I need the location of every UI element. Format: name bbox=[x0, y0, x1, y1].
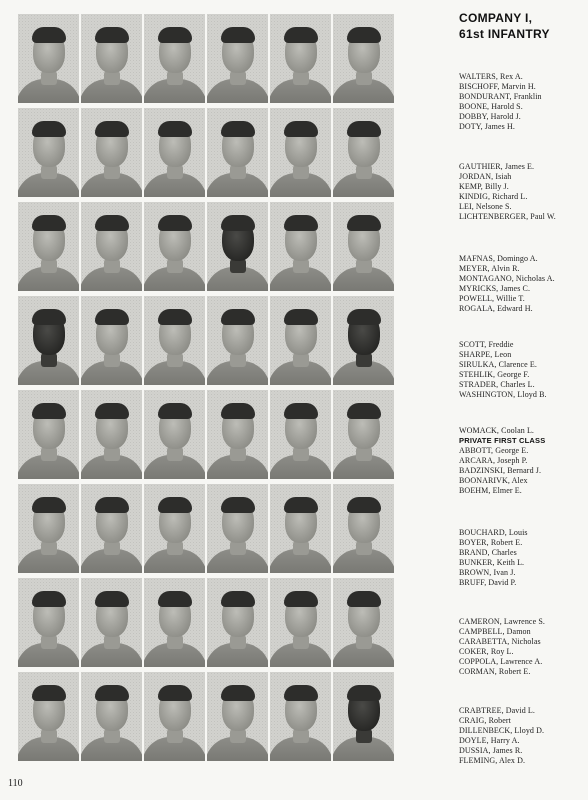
roster-name: BUNKER, Keith L. bbox=[459, 558, 525, 567]
roster-name: POWELL, Willie T. bbox=[459, 294, 525, 303]
name-group-row-4 bbox=[459, 340, 587, 400]
portrait-hair bbox=[158, 309, 192, 325]
soldier-portrait bbox=[333, 14, 394, 103]
roster-name: BOONARIVK, Alex bbox=[459, 476, 528, 485]
soldier-portrait bbox=[270, 390, 331, 479]
portrait-hair bbox=[158, 497, 192, 513]
portrait-hair bbox=[284, 403, 318, 419]
portrait-hair bbox=[284, 309, 318, 325]
portrait-neck bbox=[356, 729, 372, 743]
portrait-hair bbox=[347, 403, 381, 419]
soldier-portrait bbox=[144, 484, 205, 573]
soldier-portrait bbox=[333, 202, 394, 291]
portrait-neck bbox=[293, 635, 309, 649]
roster-name: MEYER, Alvin R. bbox=[459, 264, 520, 273]
portrait-neck bbox=[230, 635, 246, 649]
portrait-neck bbox=[167, 447, 183, 461]
roster-name: ARCARA, Joseph P. bbox=[459, 456, 528, 465]
soldier-portrait bbox=[81, 14, 142, 103]
portrait-hair bbox=[221, 497, 255, 513]
soldier-portrait bbox=[270, 578, 331, 667]
portrait-hair bbox=[284, 121, 318, 137]
soldier-portrait bbox=[270, 484, 331, 573]
soldier-portrait bbox=[333, 672, 394, 761]
name-group-row-8 bbox=[459, 706, 587, 766]
name-group-row-1 bbox=[459, 72, 587, 132]
roster-name: ABBOTT, George E. bbox=[459, 446, 529, 455]
portrait-hair bbox=[32, 591, 66, 607]
portrait-neck bbox=[293, 259, 309, 273]
soldier-portrait bbox=[144, 672, 205, 761]
soldier-portrait bbox=[81, 390, 142, 479]
soldier-portrait bbox=[81, 672, 142, 761]
page-number: 110 bbox=[8, 778, 23, 789]
soldier-portrait bbox=[207, 578, 268, 667]
portrait-neck bbox=[104, 259, 120, 273]
soldier-portrait bbox=[270, 14, 331, 103]
portrait-neck bbox=[293, 541, 309, 555]
soldier-portrait bbox=[270, 296, 331, 385]
portrait-neck bbox=[167, 353, 183, 367]
roster-name: BROWN, Ivan J. bbox=[459, 568, 516, 577]
soldier-portrait bbox=[270, 202, 331, 291]
name-group-row-3 bbox=[459, 254, 587, 314]
portrait-neck bbox=[41, 71, 57, 85]
portrait-neck bbox=[230, 541, 246, 555]
portrait-hair bbox=[347, 497, 381, 513]
soldier-portrait bbox=[207, 202, 268, 291]
portrait-hair bbox=[347, 121, 381, 137]
portrait-hair bbox=[158, 591, 192, 607]
portrait-neck bbox=[293, 353, 309, 367]
name-group-row-7 bbox=[459, 617, 587, 677]
portrait-neck bbox=[167, 729, 183, 743]
roster-name: STRADER, Charles L. bbox=[459, 380, 535, 389]
portrait-neck bbox=[230, 71, 246, 85]
portrait-hair bbox=[95, 309, 129, 325]
roster-name: COPPOLA, Lawrence A. bbox=[459, 657, 543, 666]
portrait-neck bbox=[230, 259, 246, 273]
portrait-hair bbox=[32, 497, 66, 513]
name-group-row-6 bbox=[459, 528, 587, 588]
roster-name: BOYER, Robert E. bbox=[459, 538, 523, 547]
soldier-portrait bbox=[270, 108, 331, 197]
roster-name: BOONE, Harold S. bbox=[459, 102, 523, 111]
portrait-neck bbox=[41, 447, 57, 461]
soldier-portrait bbox=[144, 14, 205, 103]
roster-column bbox=[459, 10, 585, 765]
portrait-hair bbox=[158, 121, 192, 137]
soldier-portrait bbox=[333, 296, 394, 385]
portrait-hair bbox=[32, 215, 66, 231]
roster-name: DILLENBECK, Lloyd D. bbox=[459, 726, 545, 735]
roster-name: DOTY, James H. bbox=[459, 122, 515, 131]
portrait-neck bbox=[356, 635, 372, 649]
soldier-portrait bbox=[18, 202, 79, 291]
portrait-neck bbox=[356, 447, 372, 461]
roster-name: JORDAN, Isiah bbox=[459, 172, 512, 181]
portrait-hair bbox=[221, 121, 255, 137]
portrait-neck bbox=[356, 353, 372, 367]
roster-name: CORMAN, Robert E. bbox=[459, 667, 531, 676]
portrait-hair bbox=[347, 215, 381, 231]
roster-name: MONTAGANO, Nicholas A. bbox=[459, 274, 555, 283]
roster-name: GAUTHIER, James E. bbox=[459, 162, 535, 171]
soldier-portrait bbox=[18, 672, 79, 761]
soldier-portrait bbox=[81, 484, 142, 573]
portrait-grid bbox=[18, 14, 394, 761]
soldier-portrait bbox=[81, 202, 142, 291]
portrait-neck bbox=[293, 447, 309, 461]
roster-name: CRAIG, Robert bbox=[459, 716, 511, 725]
roster-name: LICHTENBERGER, Paul W. bbox=[459, 212, 556, 221]
portrait-neck bbox=[293, 165, 309, 179]
portrait-hair bbox=[221, 685, 255, 701]
portrait-hair bbox=[284, 497, 318, 513]
portrait-hair bbox=[95, 591, 129, 607]
portrait-hair bbox=[284, 685, 318, 701]
soldier-portrait bbox=[333, 578, 394, 667]
roster-name: BADZINSKI, Bernard J. bbox=[459, 466, 542, 475]
soldier-portrait bbox=[333, 484, 394, 573]
roster-name: BOUCHARD, Louis bbox=[459, 528, 528, 537]
roster-name: DUSSIA, James R. bbox=[459, 746, 523, 755]
portrait-hair bbox=[221, 309, 255, 325]
roster-name: BRAND, Charles bbox=[459, 548, 517, 557]
soldier-portrait bbox=[207, 390, 268, 479]
portrait-hair bbox=[95, 121, 129, 137]
roster-name: CAMPBELL, Damon bbox=[459, 627, 531, 636]
portrait-hair bbox=[32, 309, 66, 325]
portrait-hair bbox=[347, 591, 381, 607]
portrait-neck bbox=[41, 541, 57, 555]
portrait-neck bbox=[104, 541, 120, 555]
soldier-portrait bbox=[18, 484, 79, 573]
portrait-hair bbox=[221, 27, 255, 43]
portrait-neck bbox=[41, 729, 57, 743]
rank-subheading: PRIVATE FIRST CLASS bbox=[459, 436, 546, 445]
soldier-portrait bbox=[18, 578, 79, 667]
portrait-hair bbox=[32, 121, 66, 137]
soldier-portrait bbox=[144, 390, 205, 479]
portrait-hair bbox=[221, 403, 255, 419]
soldier-portrait bbox=[18, 14, 79, 103]
roster-name: MYRICKS, James C. bbox=[459, 284, 531, 293]
roster-name: KEMP, Billy J. bbox=[459, 182, 509, 191]
roster-name: BRUFF, David P. bbox=[459, 578, 517, 587]
roster-name: CAMERON, Lawrence S. bbox=[459, 617, 545, 626]
portrait-neck bbox=[41, 635, 57, 649]
portrait-hair bbox=[158, 27, 192, 43]
portrait-hair bbox=[221, 215, 255, 231]
company-title-line1: COMPANY I, bbox=[459, 11, 533, 25]
soldier-portrait bbox=[18, 296, 79, 385]
portrait-hair bbox=[32, 403, 66, 419]
roster-name: WOMACK, Coolan L. bbox=[459, 426, 535, 435]
roster-name: BONDURANT, Franklin bbox=[459, 92, 542, 101]
portrait-neck bbox=[230, 353, 246, 367]
roster-name: COKER, Roy L. bbox=[459, 647, 514, 656]
portrait-neck bbox=[104, 447, 120, 461]
soldier-portrait bbox=[81, 108, 142, 197]
portrait-neck bbox=[230, 447, 246, 461]
roster-name: MAFNAS, Domingo A. bbox=[459, 254, 538, 263]
roster-name: CARABETTA, Nicholas bbox=[459, 637, 541, 646]
portrait-neck bbox=[167, 541, 183, 555]
soldier-portrait bbox=[81, 578, 142, 667]
roster-name: STEHLIK, George F. bbox=[459, 370, 530, 379]
portrait-neck bbox=[167, 259, 183, 273]
roster-name: CRABTREE, David L. bbox=[459, 706, 536, 715]
roster-name: WALTERS, Rex A. bbox=[459, 72, 523, 81]
company-title-line2: 61st INFANTRY bbox=[459, 27, 550, 41]
soldier-portrait bbox=[207, 484, 268, 573]
portrait-hair bbox=[95, 27, 129, 43]
portrait-neck bbox=[104, 635, 120, 649]
roster-name: SCOTT, Freddie bbox=[459, 340, 514, 349]
roster-name: KINDIG, Richard L. bbox=[459, 192, 528, 201]
portrait-hair bbox=[284, 591, 318, 607]
portrait-neck bbox=[356, 165, 372, 179]
portrait-hair bbox=[95, 403, 129, 419]
portrait-hair bbox=[32, 685, 66, 701]
soldier-portrait bbox=[333, 108, 394, 197]
portrait-hair bbox=[158, 215, 192, 231]
roster-name: FLEMING, Alex D. bbox=[459, 756, 526, 765]
roster-name: SHARPE, Leon bbox=[459, 350, 512, 359]
roster-name: WASHINGTON, Lloyd B. bbox=[459, 390, 547, 399]
roster-name: DOYLE, Harry A. bbox=[459, 736, 520, 745]
soldier-portrait bbox=[270, 672, 331, 761]
soldier-portrait bbox=[333, 390, 394, 479]
soldier-portrait bbox=[144, 108, 205, 197]
roster-name: ROGALA, Edward H. bbox=[459, 304, 533, 313]
portrait-hair bbox=[347, 309, 381, 325]
roster-name: BISCHOFF, Marvin H. bbox=[459, 82, 536, 91]
portrait-neck bbox=[104, 729, 120, 743]
portrait-neck bbox=[230, 729, 246, 743]
portrait-hair bbox=[347, 27, 381, 43]
portrait-neck bbox=[104, 71, 120, 85]
portrait-hair bbox=[158, 403, 192, 419]
portrait-hair bbox=[95, 685, 129, 701]
portrait-hair bbox=[95, 497, 129, 513]
portrait-neck bbox=[167, 71, 183, 85]
portrait-neck bbox=[293, 729, 309, 743]
portrait-neck bbox=[104, 353, 120, 367]
portrait-neck bbox=[41, 353, 57, 367]
soldier-portrait bbox=[207, 296, 268, 385]
portrait-hair bbox=[284, 215, 318, 231]
roster-name: LEI, Nelsone S. bbox=[459, 202, 512, 211]
name-group-row-5 bbox=[459, 426, 587, 496]
portrait-hair bbox=[95, 215, 129, 231]
soldier-portrait bbox=[144, 578, 205, 667]
roster-name: BOEHM, Elmer E. bbox=[459, 486, 522, 495]
roster-name: SIRULKA, Clarence E. bbox=[459, 360, 537, 369]
portrait-hair bbox=[347, 685, 381, 701]
soldier-portrait bbox=[144, 296, 205, 385]
portrait-hair bbox=[158, 685, 192, 701]
portrait-neck bbox=[167, 165, 183, 179]
portrait-neck bbox=[356, 541, 372, 555]
roster-name: DOBBY, Harold J. bbox=[459, 112, 521, 121]
portrait-hair bbox=[221, 591, 255, 607]
portrait-neck bbox=[104, 165, 120, 179]
portrait-neck bbox=[230, 165, 246, 179]
portrait-hair bbox=[32, 27, 66, 43]
name-group-row-2 bbox=[459, 162, 587, 222]
portrait-neck bbox=[356, 259, 372, 273]
portrait-neck bbox=[356, 71, 372, 85]
soldier-portrait bbox=[207, 672, 268, 761]
portrait-neck bbox=[41, 259, 57, 273]
portrait-neck bbox=[293, 71, 309, 85]
soldier-portrait bbox=[207, 14, 268, 103]
portrait-hair bbox=[284, 27, 318, 43]
soldier-portrait bbox=[18, 390, 79, 479]
soldier-portrait bbox=[144, 202, 205, 291]
soldier-portrait bbox=[81, 296, 142, 385]
portrait-neck bbox=[41, 165, 57, 179]
portrait-neck bbox=[167, 635, 183, 649]
soldier-portrait bbox=[18, 108, 79, 197]
soldier-portrait bbox=[207, 108, 268, 197]
